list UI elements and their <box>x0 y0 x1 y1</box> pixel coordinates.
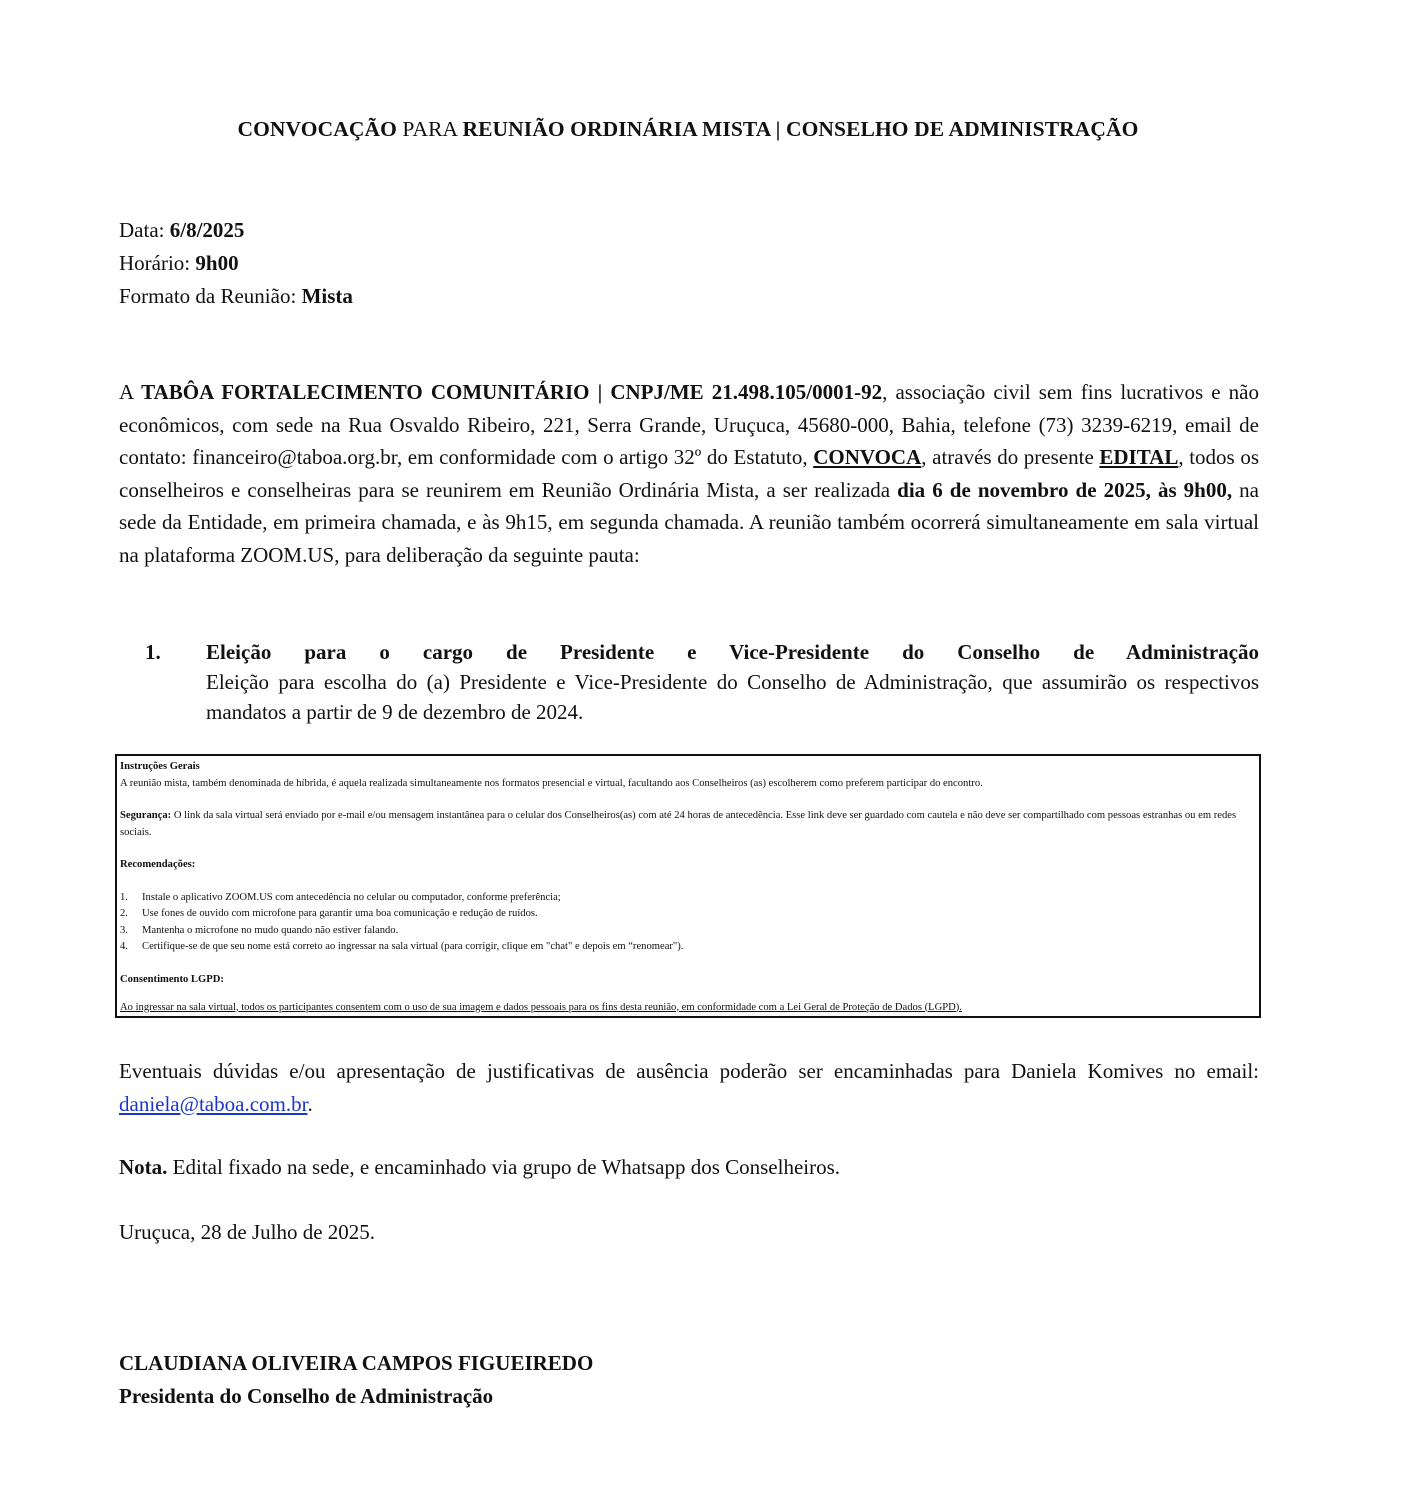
convoca-word: CONVOCA <box>813 445 922 469</box>
note-label: Nota. <box>119 1155 168 1179</box>
date-value: 6/8/2025 <box>169 218 245 242</box>
instructions-box <box>115 754 1261 1018</box>
agenda-item-number: 1. <box>145 640 161 664</box>
meeting-when: dia 6 de novembro de 2025, às 9h00, <box>897 477 1233 502</box>
title-para: PARA <box>396 117 463 141</box>
doubts-paragraph: Eventuais dúvidas e/ou apresentação de justificativas de ausência poderão ser encaminhadas para Daniela Komives no email: daniela@taboa.com.br. <box>119 1059 1259 1116</box>
intro-text-2: , associação civil sem fins lucrativos e não econômicos, com sede na Rua Osvaldo Ribeiro, 221, Serra Grande, Uruçuca, 45680-000, Bahia, telefone (73) 3239-6219, email de contato: financeiro@taboa.org.br, em conformidade com o artigo 32º do Estatuto, <box>119 380 1259 469</box>
contact-email-link[interactable]: daniela@taboa.com.br <box>119 1091 308 1116</box>
note-paragraph <box>119 1151 1259 1184</box>
intro-text-4: , todos os conselheiros e conselheiras para se reunirem em Reunião Ordinária Mista, a ser realizada <box>119 445 1259 502</box>
security-label: Segurança: <box>120 810 172 821</box>
intro-text-5: na sede da Entidade, em primeira chamada, e às 9h15, em segunda chamada. A reunião também ocorrerá simultaneamente em sala virtual na plataforma ZOOM.US, para deliberação da seguinte pauta: <box>119 477 1259 567</box>
recommendation-item: 4. Certifique-se de que seu nome está correto ao ingressar na sala virtual (para corrigir, clique em "chat" e depois em “renomear"). <box>120 941 684 952</box>
agenda-item <box>145 637 1259 727</box>
recommendation-item: 3. Mantenha o microfone no mudo quando não estiver falando. <box>120 924 399 936</box>
signature-block <box>119 1347 593 1413</box>
organization-name: TABÔA FORTALECIMENTO COMUNITÁRIO | CNPJ/ME 21.498.105/0001-92 <box>141 380 883 404</box>
meeting-details <box>119 214 353 313</box>
recommendations-label: Recomendações: <box>120 859 196 870</box>
lgpd-label: Consentimento LGPD: <box>120 973 224 985</box>
signatory-name: CLAUDIANA OLIVEIRA CAMPOS FIGUEIREDO <box>119 1351 594 1375</box>
security-note <box>120 808 1256 841</box>
recommendation-item: 1. Instale o aplicativo ZOOM.US com antecedência no celular ou computador, conforme preferência; <box>120 891 561 903</box>
place-date: Uruçuca, 28 de Julho de 2025. <box>119 1220 376 1244</box>
time-label: Horário: <box>119 251 196 275</box>
document-title <box>0 117 1376 142</box>
intro-paragraph <box>119 376 1259 571</box>
format-value: Mista <box>301 284 353 308</box>
edital-word: EDITAL <box>1099 445 1179 469</box>
intro-text-3: , através do presente <box>921 445 1100 469</box>
time-line <box>119 247 353 280</box>
doubts-text: Eventuais dúvidas e/ou apresentação de justificativas de ausência poderão ser encaminhadas para Daniela Komives no email: <box>119 1059 1259 1083</box>
instructions-title: Instruções Gerais <box>120 761 200 772</box>
security-text: O link da sala virtual será enviado por e-mail e/ou mensagem instantânea para o celular dos Conselheiros(as) com até 24 horas de antecedência. Esse link deve ser guardado com cautela e não deve ser compartilhado com pessoas estranhas ou em redes sociais. <box>120 810 1237 838</box>
agenda-item-heading: Eleição para o cargo de Presidente e Vice-Presidente do Conselho de Administração <box>206 640 1259 664</box>
agenda-item-text: Eleição para escolha do (a) Presidente e Vice-Presidente do Conselho de Administração, que assumirão os respectivos mandatos a partir de 9 de dezembro de 2024. <box>206 670 1259 724</box>
format-label: Formato da Reunião: <box>119 284 302 308</box>
format-line <box>119 280 353 313</box>
date-line <box>119 214 353 247</box>
title-convocacao: CONVOCAÇÃO <box>237 117 397 141</box>
note-text: Edital fixado na sede, e encaminhado via grupo de Whatsapp dos Conselheiros. <box>167 1155 841 1179</box>
date-label: Data: <box>119 218 170 242</box>
title-meeting: REUNIÃO ORDINÁRIA MISTA | CONSELHO DE ADMINISTRAÇÃO <box>462 117 1139 141</box>
instructions-intro: A reunião mista, também denominada de híbrida, é aquela realizada simultaneamente nos formatos presencial e virtual, facultando aos Conselheiros (as) escolherem como preferem participar do encontro. <box>120 777 983 789</box>
time-value: 9h00 <box>195 251 239 275</box>
intro-text-1: A <box>119 380 142 404</box>
lgpd-text: Ao ingressar na sala virtual, todos os participantes consentem com o uso de sua imagem e dados pessoais para os fins desta reunião, em conformidade com a Lei Geral de Proteção de Dados (LGPD). <box>120 1001 962 1013</box>
recommendation-item: 2. Use fones de ouvido com microfone para garantir uma boa comunicação e redução de ruídos. <box>120 908 538 919</box>
signatory-role: Presidenta do Conselho de Administração <box>119 1384 494 1408</box>
